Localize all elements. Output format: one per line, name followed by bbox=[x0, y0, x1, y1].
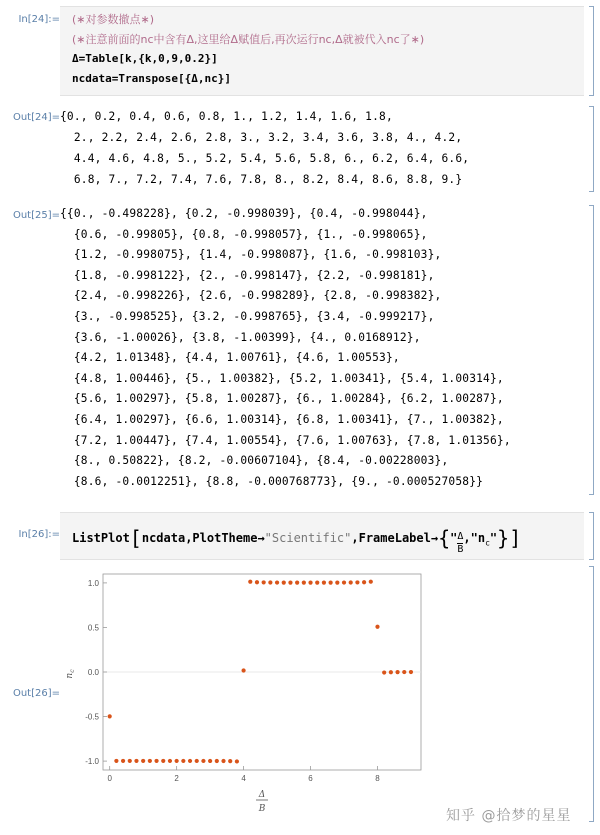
fraction-denominator: B bbox=[457, 544, 464, 555]
cell-bracket[interactable] bbox=[589, 512, 594, 560]
out25-line: {8.6, -0.0012251}, {8.8, -0.000768773}, {9., -0.000527058}} bbox=[60, 474, 484, 488]
data-point bbox=[369, 580, 373, 584]
x-tick-label: 4 bbox=[241, 774, 246, 783]
data-point bbox=[308, 581, 312, 585]
data-point bbox=[335, 581, 339, 585]
out24-line: 2., 2.2, 2.4, 2.6, 2.8, 3., 3.2, 3.4, 3.6, 3.8, 4., 4.2, bbox=[60, 131, 463, 144]
data-point bbox=[262, 580, 266, 584]
in24-comment-1: (∗对参数撤点∗) bbox=[72, 13, 155, 26]
in24-comment-2: (∗注意前面的nc中含有Δ,这里给Δ赋值后,再次运行nc,Δ就被代入nc了∗) bbox=[72, 33, 425, 46]
code-nc-sub: c bbox=[485, 538, 490, 548]
out24-label: Out[24]= bbox=[12, 112, 60, 123]
data-point bbox=[148, 759, 152, 763]
data-point bbox=[201, 759, 205, 763]
code-listplot: ListPlot bbox=[72, 531, 130, 545]
listplot-chart[interactable] bbox=[60, 566, 440, 820]
y-tick-label: 1.0 bbox=[87, 578, 99, 588]
out25-line: {4.8, 1.00446}, {5., 1.00382}, {5.2, 1.00341}, {5.4, 1.00314}, bbox=[60, 371, 504, 385]
out25-line: {5.6, 1.00297}, {5.8, 1.00287}, {6., 1.00284}, {6.2, 1.00287}, bbox=[60, 392, 504, 406]
open-bracket: [ bbox=[129, 526, 142, 550]
data-point bbox=[181, 759, 185, 763]
close-brace: } bbox=[497, 526, 510, 550]
data-point bbox=[288, 581, 292, 585]
data-point bbox=[255, 580, 259, 584]
quote-close: " bbox=[489, 531, 498, 545]
close-bracket: ] bbox=[509, 526, 522, 550]
data-point bbox=[128, 759, 132, 763]
data-point bbox=[322, 581, 326, 585]
data-point bbox=[402, 670, 406, 674]
out25-line: {8., 0.50822}, {8.2, -0.00607104}, {8.4, -0.00228003}, bbox=[60, 454, 449, 468]
data-point bbox=[329, 581, 333, 585]
fraction-numerator: Δ bbox=[457, 531, 464, 542]
data-point bbox=[235, 759, 239, 763]
out25-line: {3., -0.998525}, {3.2, -0.998765}, {3.4, -0.999217}, bbox=[60, 310, 435, 323]
data-point bbox=[302, 581, 306, 585]
data-point bbox=[208, 759, 212, 763]
data-point bbox=[228, 759, 232, 763]
cell-bracket[interactable] bbox=[589, 6, 594, 96]
in24-code-line-4: ncdata=Transpose[{Δ,nc}] bbox=[72, 72, 231, 85]
x-axis-label-denominator: B bbox=[258, 804, 266, 814]
x-axis-label-numerator: Δ bbox=[258, 790, 266, 800]
data-point bbox=[121, 759, 125, 763]
data-point bbox=[268, 580, 272, 584]
data-point bbox=[114, 759, 118, 763]
data-point bbox=[195, 759, 199, 763]
x-tick-label: 2 bbox=[174, 774, 179, 783]
y-tick-label: -1.0 bbox=[85, 757, 99, 767]
out25-line: {1.8, -0.998122}, {2., -0.998147}, {2.2, -0.998181}, bbox=[60, 268, 435, 282]
cell-bracket[interactable] bbox=[589, 566, 594, 822]
y-tick-label: 0.0 bbox=[87, 668, 99, 677]
code-string-scientific: "Scientific" bbox=[264, 531, 352, 545]
out25-line: {3.6, -1.00026}, {3.8, -1.00399}, {4., 0.0168912}, bbox=[60, 330, 421, 344]
code-framelabel: ,FrameLabel→ bbox=[351, 531, 439, 545]
svg-text:nc bbox=[65, 669, 76, 679]
data-point bbox=[215, 759, 219, 763]
out24-line: 4.4, 4.6, 4.8, 5., 5.2, 5.4, 5.6, 5.8, 6., 6.2, 6.4, 6.6, bbox=[60, 152, 470, 165]
in26-code bbox=[72, 526, 521, 556]
data-point bbox=[355, 580, 359, 584]
y-axis-label-main: n bbox=[65, 672, 75, 679]
x-tick-label: 6 bbox=[308, 774, 313, 783]
out25-label: Out[25]= bbox=[12, 210, 60, 221]
out24-line: 6.8, 7., 7.2, 7.4, 7.6, 7.8, 8., 8.2, 8.4, 8.6, 8.8, 9.} bbox=[60, 173, 463, 186]
data-point bbox=[315, 581, 319, 585]
x-tick-label: 0 bbox=[107, 774, 112, 783]
data-point bbox=[362, 580, 366, 584]
out25-line: {2.4, -0.998226}, {2.6, -0.998289}, {2.8, -0.998382}, bbox=[60, 289, 442, 303]
out26-label: Out[26]= bbox=[12, 688, 60, 699]
watermark: 知乎 @拾梦的星星 bbox=[446, 808, 572, 824]
out25-line: {4.2, 1.01348}, {4.4, 1.00761}, {4.6, 1.00553}, bbox=[60, 351, 400, 365]
data-point bbox=[141, 759, 145, 763]
data-point bbox=[188, 759, 192, 763]
code-args: ncdata,PlotTheme→ bbox=[141, 531, 265, 545]
out25-line: {7.2, 1.00447}, {7.4, 1.00554}, {7.6, 1.00763}, {7.8, 1.01356}, bbox=[60, 433, 511, 447]
code-nc: ,"n bbox=[463, 531, 486, 545]
y-tick-label: -0.5 bbox=[85, 712, 99, 722]
x-tick-label: 8 bbox=[375, 774, 380, 783]
data-point bbox=[248, 580, 252, 584]
quote: " bbox=[450, 531, 458, 545]
data-point bbox=[154, 759, 158, 763]
in26-label: In[26]:= bbox=[18, 529, 60, 540]
out25-line: {0.6, -0.99805}, {0.8, -0.998057}, {1., -0.998065}, bbox=[60, 227, 428, 241]
data-point bbox=[282, 581, 286, 585]
out25-line: {6.4, 1.00297}, {6.6, 1.00314}, {6.8, 1.00341}, {7., 1.00382}, bbox=[60, 413, 504, 426]
in24-label: In[24]:= bbox=[18, 14, 60, 25]
out25-line: {{0., -0.498228}, {0.2, -0.998039}, {0.4, -0.998044}, bbox=[60, 207, 428, 220]
out25-line: {1.2, -0.998075}, {1.4, -0.998087}, {1.6, -0.998103}, bbox=[60, 248, 442, 262]
y-axis-label-sub: c bbox=[69, 669, 76, 673]
data-point bbox=[395, 670, 399, 674]
open-brace: { bbox=[438, 526, 451, 550]
data-point bbox=[295, 581, 299, 585]
data-point bbox=[175, 759, 179, 763]
cell-bracket[interactable] bbox=[589, 205, 594, 495]
data-point bbox=[342, 580, 346, 584]
in24-code-line-3: Δ=Table[k,{k,0,9,0.2}] bbox=[72, 52, 218, 65]
x-axis-label bbox=[256, 790, 268, 814]
data-point bbox=[161, 759, 165, 763]
data-point bbox=[375, 625, 379, 629]
data-point bbox=[382, 670, 386, 674]
out24-line: {0., 0.2, 0.4, 0.6, 0.8, 1., 1.2, 1.4, 1.6, 1.8, bbox=[60, 110, 393, 123]
data-point bbox=[389, 670, 393, 674]
data-point bbox=[409, 670, 413, 674]
data-point bbox=[221, 759, 225, 763]
data-point bbox=[134, 759, 138, 763]
cell-bracket[interactable] bbox=[589, 106, 594, 192]
data-point bbox=[108, 714, 112, 718]
data-point bbox=[275, 580, 279, 584]
data-point bbox=[168, 759, 172, 763]
data-point bbox=[349, 580, 353, 584]
data-point bbox=[241, 668, 245, 672]
y-tick-label: 0.5 bbox=[87, 623, 99, 633]
y-axis-label bbox=[65, 669, 76, 679]
